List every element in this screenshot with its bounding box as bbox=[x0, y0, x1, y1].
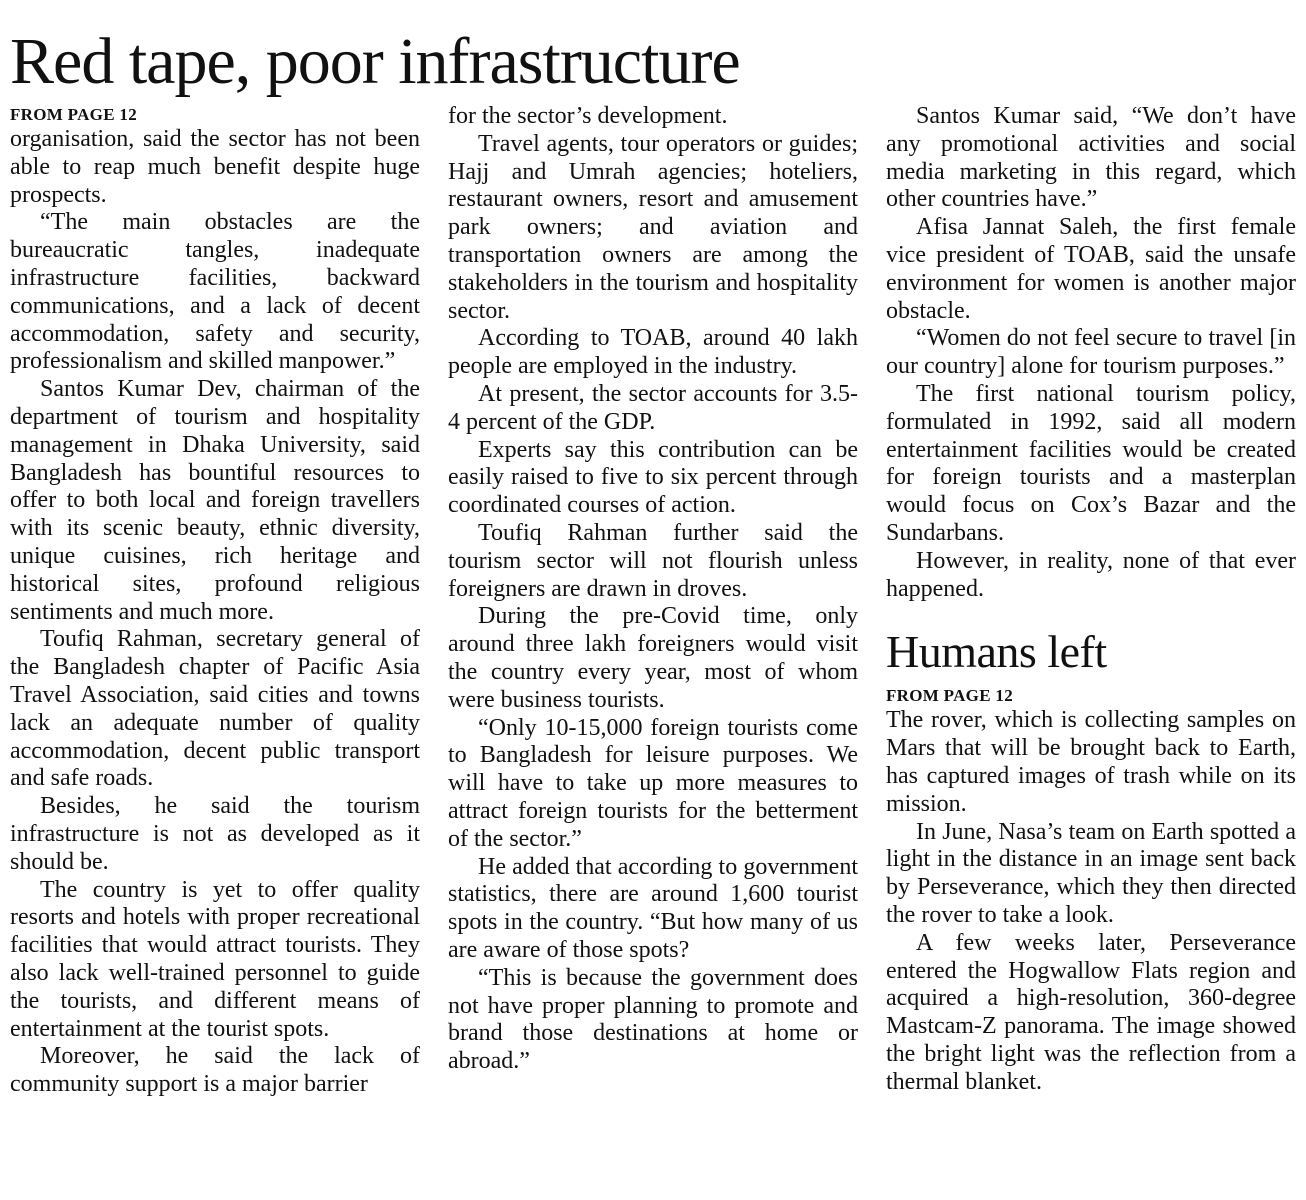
second-article-headline: Humans left bbox=[886, 626, 1107, 678]
paragraph: The country is yet to offer quality resorts and hotels with proper recreational facilities that would attract tourists. They also lack well-trained personnel to guide the tourists, and different means of entertainment at the tourist spots. bbox=[10, 876, 420, 1042]
paragraph: Toufiq Rahman, secretary general of the Bangladesh chapter of Pacific Asia Travel Association, said cities and towns lack an adequate number of quality accommodation, decent public transport and safe roads. bbox=[10, 626, 420, 792]
paragraph: “This is because the government does not have proper planning to promote and brand those destinations at home or abroad.” bbox=[448, 964, 858, 1075]
paragraph: In June, Nasa’s team on Earth spotted a light in the distance in an image sent back by Perseverance, which they then directed the rover to take a look. bbox=[886, 818, 1296, 928]
paragraph: Besides, he said the tourism infrastructure is not as developed as it should be. bbox=[10, 793, 420, 875]
paragraph: Santos Kumar said, “We don’t have any promotional activities and social media marketing in this regard, which other countries have.” bbox=[886, 103, 1296, 213]
paragraph: “Only 10-15,000 foreign tourists come to Bangladesh for leisure purposes. We will have to take up more measures to attract foreign tourists for the betterment of the sector.” bbox=[448, 714, 858, 852]
paragraph: He added that according to government statistics, there are around 1,600 tourist spots in the country. “But how many of us are aware of those spots? bbox=[448, 853, 858, 963]
article-column-2 bbox=[448, 103, 858, 1076]
paragraph: According to TOAB, around 40 lakh people are employed in the industry. bbox=[448, 325, 858, 380]
paragraph: During the pre-Covid time, only around three lakh foreigners would visit the country every year, most of whom were business tourists. bbox=[448, 603, 858, 713]
paragraph: “Women do not feel secure to travel [in our country] alone for tourism purposes.” bbox=[886, 325, 1296, 380]
paragraph: At present, the sector accounts for 3.5-4 percent of the GDP. bbox=[448, 380, 858, 435]
paragraph: “The main obstacles are the bureaucratic tangles, inadequate infrastructure facilities, backward communications, and a lack of decent accommodation, safety and security, professionalism and skilled manpower.” bbox=[10, 209, 420, 375]
paragraph: organisation, said the sector has not been able to reap much benefit despite huge prospects. bbox=[10, 126, 420, 208]
article-headline: Red tape, poor infrastructure bbox=[10, 25, 740, 98]
paragraph: Moreover, he said the lack of community support is a major barrier bbox=[10, 1043, 420, 1098]
paragraph: However, in reality, none of that ever happened. bbox=[886, 547, 1296, 602]
paragraph: Travel agents, tour operators or guides; Hajj and Umrah agencies; hoteliers, restaurant owners, resort and amusement park owners; and aviation and transportation owners are among the stakeholders in the tourism and hospitality sector. bbox=[448, 130, 858, 324]
jump-kicker: FROM PAGE 12 bbox=[10, 105, 137, 124]
paragraph: Afisa Jannat Saleh, the first female vice president of TOAB, said the unsafe environment for women is another major obstacle. bbox=[886, 214, 1296, 324]
paragraph: A few weeks later, Perseverance entered the Hogwallow Flats region and acquired a high-resolution, 360-degree Mastcam-Z panorama. The image showed the bright light was the reflection from a thermal blanket. bbox=[886, 929, 1296, 1095]
paragraph: The first national tourism policy, formulated in 1992, said all modern entertainment facilities would be created for foreign tourists and a masterplan would focus on Cox’s Bazar and the Sundarbans. bbox=[886, 380, 1296, 546]
paragraph: Toufiq Rahman further said the tourism sector will not flourish unless foreigners are drawn in droves. bbox=[448, 519, 858, 602]
paragraph: The rover, which is collecting samples on Mars that will be brought back to Earth, has captured images of trash while on its mission. bbox=[886, 707, 1296, 817]
article-column-3 bbox=[886, 103, 1296, 1097]
paragraph: Santos Kumar Dev, chairman of the department of tourism and hospitality management in Dhaka University, said Bangladesh has bountiful resources to offer to both local and foreign travellers with its scenic beauty, ethnic diversity, unique cuisines, rich heritage and historical sites, profound religious sentiments and much more. bbox=[10, 376, 420, 625]
paragraph: Experts say this contribution can be easily raised to five to six percent through coordinated courses of action. bbox=[448, 436, 858, 519]
article-column-1 bbox=[10, 103, 420, 1099]
paragraph: for the sector’s development. bbox=[448, 103, 728, 129]
jump-kicker: FROM PAGE 12 bbox=[886, 686, 1013, 706]
